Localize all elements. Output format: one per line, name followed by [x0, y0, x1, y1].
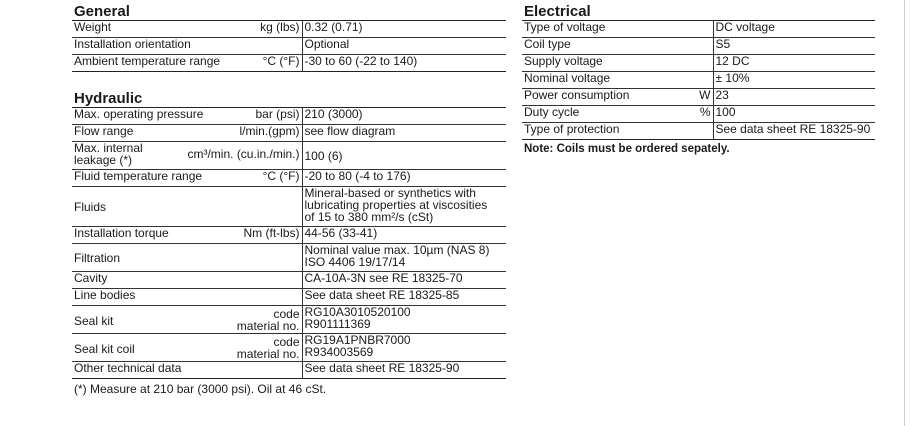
row-value: 12 DC [713, 55, 875, 72]
row-label: Filtration [74, 250, 121, 265]
row-value: 0.32 (0.71) [302, 21, 506, 38]
row-unit-line: code [273, 334, 300, 349]
row-unit-line: material no. [236, 346, 300, 361]
row-unit: Nm (ft-lbs) [243, 226, 300, 240]
row-unit: cm³/min. (cu.in./min.) [187, 147, 300, 161]
general-table [72, 20, 506, 72]
row-label: Installation torque [74, 226, 169, 240]
row-label: Nominal voltage [524, 71, 611, 85]
row-label: Other technical data [74, 361, 182, 375]
row-value-line: Mineral-based or synthetics with [304, 186, 476, 200]
table-row [522, 106, 875, 123]
row-value: DC voltage [713, 21, 875, 38]
table-row [522, 21, 875, 38]
row-value: ± 10% [713, 72, 875, 89]
row-label: Fluid temperature range [74, 169, 203, 183]
row-label: Flow range [74, 124, 134, 138]
electrical-title: Electrical [524, 3, 591, 20]
row-value: 100 (6) [302, 142, 506, 170]
table-row [72, 125, 506, 142]
table-row [72, 108, 506, 125]
row-value: Optional [302, 38, 506, 55]
row-label: Weight [74, 20, 112, 34]
row-label-line: Max. internal [74, 141, 143, 155]
row-value: CA-10A-3N see RE 18325-70 [302, 272, 506, 289]
row-label: Max. operating pressure [74, 107, 204, 121]
row-value: 210 (3000) [302, 108, 506, 125]
table-row [72, 362, 506, 379]
row-value: 44-56 (33-41) [302, 227, 506, 244]
row-label: Supply voltage [524, 54, 603, 68]
row-unit-line: code [273, 306, 300, 321]
table-row [72, 289, 506, 306]
row-unit: °C (°F) [262, 54, 300, 68]
row-label: Fluids [74, 199, 107, 214]
table-row [72, 187, 506, 227]
row-label: Seal kit [74, 313, 114, 328]
row-label-line: leakage (*) [74, 153, 133, 167]
row-unit: kg (lbs) [260, 20, 300, 34]
row-value: -20 to 80 (-4 to 176) [302, 170, 506, 187]
table-row [72, 142, 506, 170]
row-value-line: lubricating properties at viscosities [304, 198, 488, 212]
hydraulic-footnote: (*) Measure at 210 bar (3000 psi). Oil at 46 cSt. [74, 382, 327, 396]
row-value-line: Nominal value max. 10µm (NAS 8) [304, 243, 490, 257]
hydraulic-section [72, 90, 506, 396]
table-row [72, 244, 506, 272]
row-label: Installation orientation [74, 37, 191, 51]
row-label: Type of voltage [524, 20, 606, 34]
table-row [522, 123, 875, 140]
row-unit: W [699, 88, 711, 102]
row-value-line: RG19A1PNBR7000 [304, 333, 411, 347]
row-label: Power consumption [524, 88, 630, 102]
general-title: General [74, 3, 130, 20]
table-row [72, 334, 506, 362]
row-value: 23 [713, 89, 875, 106]
row-value: -30 to 60 (-22 to 140) [302, 55, 506, 72]
table-row [522, 38, 875, 55]
row-label: Ambient temperature range [74, 54, 221, 68]
row-value: 100 [713, 106, 875, 123]
row-value-line: of 15 to 380 mm²/s (cSt) [304, 210, 434, 224]
row-label: Duty cycle [524, 105, 580, 119]
electrical-section [522, 3, 875, 155]
right-edge-divider [904, 0, 905, 426]
table-row [72, 55, 506, 72]
row-value-line: R901111369 [304, 317, 371, 331]
table-row [72, 306, 506, 334]
row-label: Line bodies [74, 288, 136, 302]
table-row [72, 38, 506, 55]
table-row [72, 21, 506, 38]
table-row [72, 170, 506, 187]
row-value: See data sheet RE 18325-90 [302, 362, 506, 379]
row-value-line: RG10A3010520100 [304, 305, 411, 319]
general-section [72, 3, 506, 72]
hydraulic-title: Hydraulic [74, 90, 143, 107]
electrical-table [522, 20, 875, 140]
row-value: See data sheet RE 18325-85 [302, 289, 506, 306]
row-value: See data sheet RE 18325-90 [713, 123, 875, 140]
row-value-line: ISO 4406 19/17/14 [304, 255, 406, 269]
table-row [522, 89, 875, 106]
table-row [522, 55, 875, 72]
table-row [72, 272, 506, 289]
row-value: see flow diagram [302, 125, 506, 142]
row-label: Cavity [74, 271, 108, 285]
row-unit: °C (°F) [262, 169, 300, 183]
row-label: Type of protection [524, 122, 620, 136]
row-unit-line: material no. [236, 318, 300, 333]
row-label: Seal kit coil [74, 341, 135, 356]
electrical-note: Note: Coils must be ordered sepately. [524, 143, 730, 155]
row-label: Coil type [524, 37, 571, 51]
hydraulic-table [72, 107, 506, 379]
row-unit: % [699, 105, 711, 119]
row-unit: bar (psi) [255, 107, 300, 121]
row-unit: l/min.(gpm) [239, 124, 300, 138]
row-value: S5 [713, 38, 875, 55]
table-row [72, 227, 506, 244]
row-value-line: R934003569 [304, 345, 374, 359]
table-row [522, 72, 875, 89]
